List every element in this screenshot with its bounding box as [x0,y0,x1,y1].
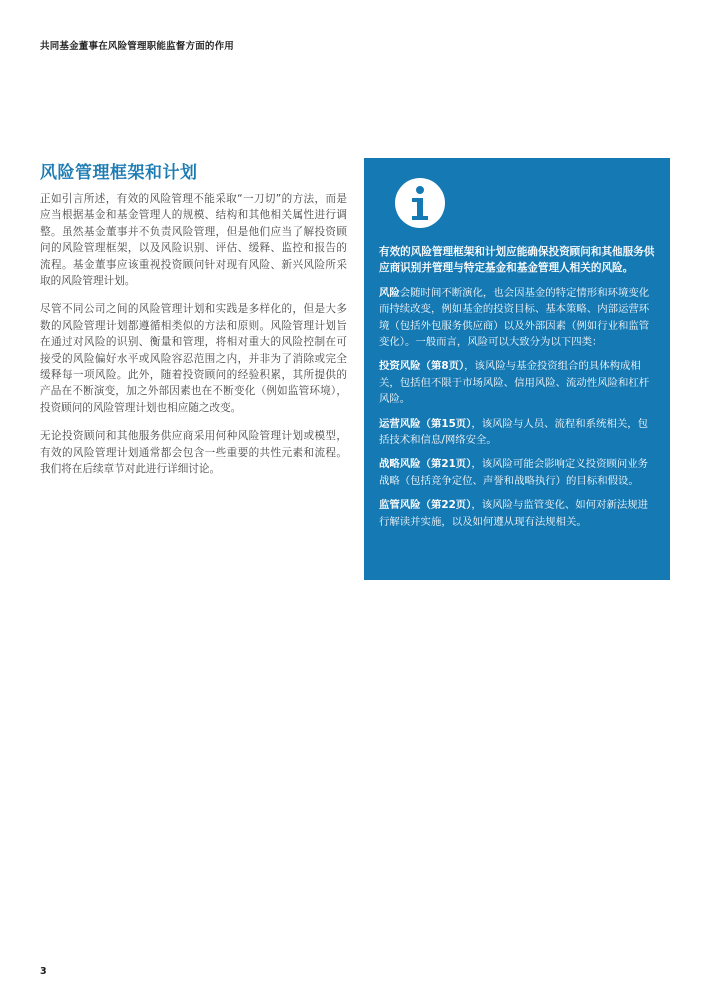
callout-risk-definition [379,285,655,351]
page-number: 3 [40,966,47,977]
main-content [40,158,347,490]
callout-intro: 有效的风险管理框架和计划应能确保投资顾问和其他服务供应商识别并管理与特定基金和基金管理人相关的风险。 [379,246,655,275]
body-paragraph: 无论投资顾问和其他服务供应商采用何种风险管理计划或模型，有效的风险管理计划通常都会包含一些重要的共性元素和流程。我们将在后续章节对此进行详细讨论。 [40,430,347,476]
risk-item-text: ，该风险与监管变化、如何对新法规进行解读并实施，以及如何遵从现有法规相关。 [379,499,649,528]
risk-item-text: ，该风险与基金投资组合的具体构成相关，包括但不限于市场风险、信用风险、流动性风险和杠杆风险。 [379,360,650,406]
body-paragraph: 正如引言所述，有效的风险管理不能采取“一刀切”的方法，而是应当根据基金和基金管理人的规模、结构和其他相关属性进行调整。虽然基金董事并不负责风险管理，但是他们应当了解投资顾问的风险管理框架，以及风险识别、评估、缓释、监控和报告的流程。基金董事应该重视投资顾问针对现有风险、新兴风险所采取的风险管理计划。 [40,193,347,288]
risk-item-text: ，该风险可能会影响定义投资顾问业务战略（包括竞争定位、声誉和战略执行）的目标和假设。 [379,458,649,487]
risk-item-investment [379,358,655,407]
risk-item-term: 监管风险（第22页） [379,499,472,512]
risk-item-strategic [379,456,655,489]
risk-item-regulatory [379,497,655,530]
risk-definition-text: 会随时间不断演化，也会因基金的特定情形和环境变化而持续改变，例如基金的投资目标、基本策略、内部运营环境（包括外包服务供应商）以及外部因素（例如行业和监管变化）。一般而言，风险可以大致分为以下四类： [379,286,650,349]
running-header: 共同基金董事在风险管理职能监督方面的作用 [40,41,235,52]
risk-item-term: 战略风险（第21页） [379,458,472,471]
risk-term: 风险 [379,286,400,299]
risk-item-term: 运营风险（第15页） [379,417,472,430]
risk-item-operational [379,416,655,449]
body-paragraph: 尽管不同公司之间的风险管理计划和实践是多样化的，但是大多数的风险管理计划都遵循相类似的方法和原则。风险管理计划旨在通过对风险的识别、衡量和管理，将相对重大的风险控制在可接受的风险偏好水平或风险容忍范围之内，并非为了消除或完全缓释每一项风险。此外，随着投资顾问的经验积累，其所提供的产品在不断演变，加之外部因素也在不断变化（例如监管环境），投资顾问的风险管理计划也相应随之改变。 [40,303,347,414]
risk-item-text: ，该风险与人员、流程和系统相关，包括技术和信息/网络安全。 [379,417,649,447]
callout-sidebar [364,158,670,580]
info-icon [395,178,445,228]
section-title: 风险管理框架和计划 [40,163,198,183]
risk-item-term: 投资风险（第8页） [379,360,465,373]
